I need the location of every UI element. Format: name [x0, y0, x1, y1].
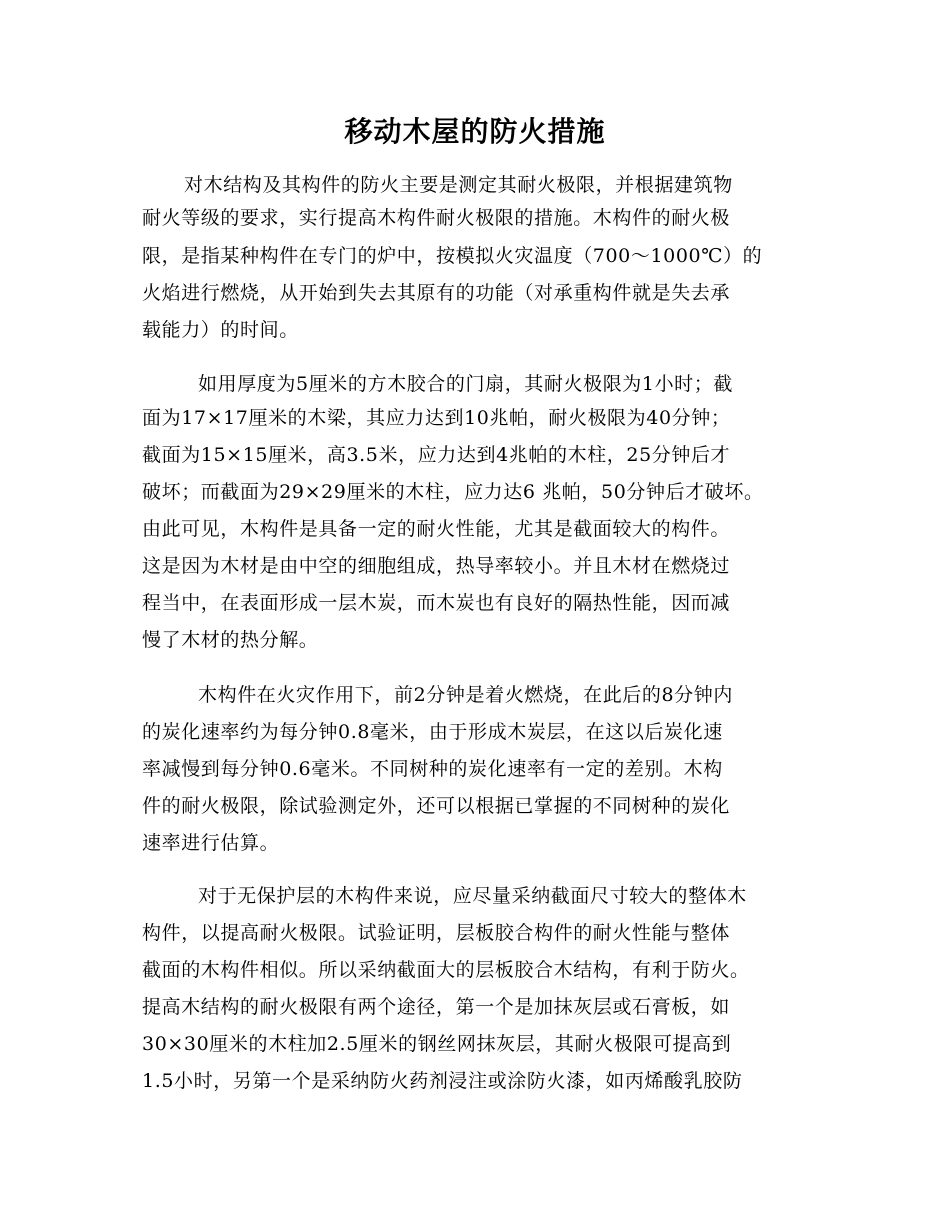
paragraph-line: 面为17×17厘米的木梁，其应力达到10兆帕，耐火极限为40分钟； [142, 407, 731, 429]
paragraph-line: 破坏；而截面为29×29厘米的木柱，应力达6 兆帕，50分钟后才破坏。 [142, 481, 764, 503]
paragraph-line: 这是因为木材是由中空的细胞组成，热导率较小。并且木材在燃烧过 [142, 555, 731, 577]
paragraph-line: 截面的木构件相似。所以采纳截面大的层板胶合木结构，有利于防火。 [142, 959, 750, 981]
paragraph-line: 如用厚度为5厘米的方木胶合的门扇，其耐火极限为1小时；截 [198, 373, 733, 395]
paragraph-line: 载能力）的时间。 [142, 319, 299, 341]
paragraph-line: 30×30厘米的木柱加2.5厘米的钢丝网抹灰层，其耐火极限可提高到 [142, 1033, 732, 1055]
paragraph-line: 构件，以提高耐火极限。试验证明，层板胶合构件的耐火性能与整体 [142, 922, 731, 944]
paragraph-line: 对木结构及其构件的防火主要是测定其耐火极限，并根据建筑物 [184, 174, 733, 196]
paragraph-line: 木构件在火灾作用下，前2分钟是着火燃烧，在此后的8分钟内 [198, 684, 733, 706]
paragraph-line: 提高木结构的耐火极限有两个途径，第一个是加抹灰层或石膏板，如 [142, 996, 731, 1018]
paragraph-line: 件的耐火极限，除试验测定外，还可以根据已掌握的不同树种的炭化 [142, 795, 731, 817]
paragraph-line: 程当中，在表面形成一层木炭，而木炭也有良好的隔热性能，因而减 [142, 592, 731, 614]
paragraph-line: 由此可见，木构件是具备一定的耐火性能，尤其是截面较大的构件。 [142, 518, 731, 540]
paragraph-line: 限，是指某种构件在专门的炉中，按模拟火灾温度（700～1000℃）的 [142, 245, 763, 267]
paragraph-line: 1.5小时，另第一个是采纳防火药剂浸注或涂防火漆，如丙烯酸乳胶防 [142, 1070, 743, 1092]
paragraph-line: 的炭化速率约为每分钟0.8毫米，由于形成木炭层，在这以后炭化速 [142, 721, 723, 743]
paragraph-line: 对于无保护层的木构件来说，应尽量采纳截面尺寸较大的整体木 [198, 885, 747, 907]
paragraph-line: 慢了木材的热分解。 [142, 629, 319, 651]
paragraph-line: 率减慢到每分钟0.6毫米。不同树种的炭化速率有一定的差别。木构 [142, 758, 723, 780]
paragraph-line: 耐火等级的要求，实行提高木构件耐火极限的措施。木构件的耐火极 [142, 207, 731, 229]
paragraph-line: 火焰进行燃烧，从开始到失去其原有的功能（对承重构件就是失去承 [142, 282, 731, 304]
paragraph-line: 速率进行估算。 [142, 832, 280, 854]
paragraph-line: 截面为15×15厘米，高3.5米，应力达到4兆帕的木柱，25分钟后才 [142, 444, 731, 466]
document-title: 移动木屋的防火措施 [344, 115, 606, 148]
